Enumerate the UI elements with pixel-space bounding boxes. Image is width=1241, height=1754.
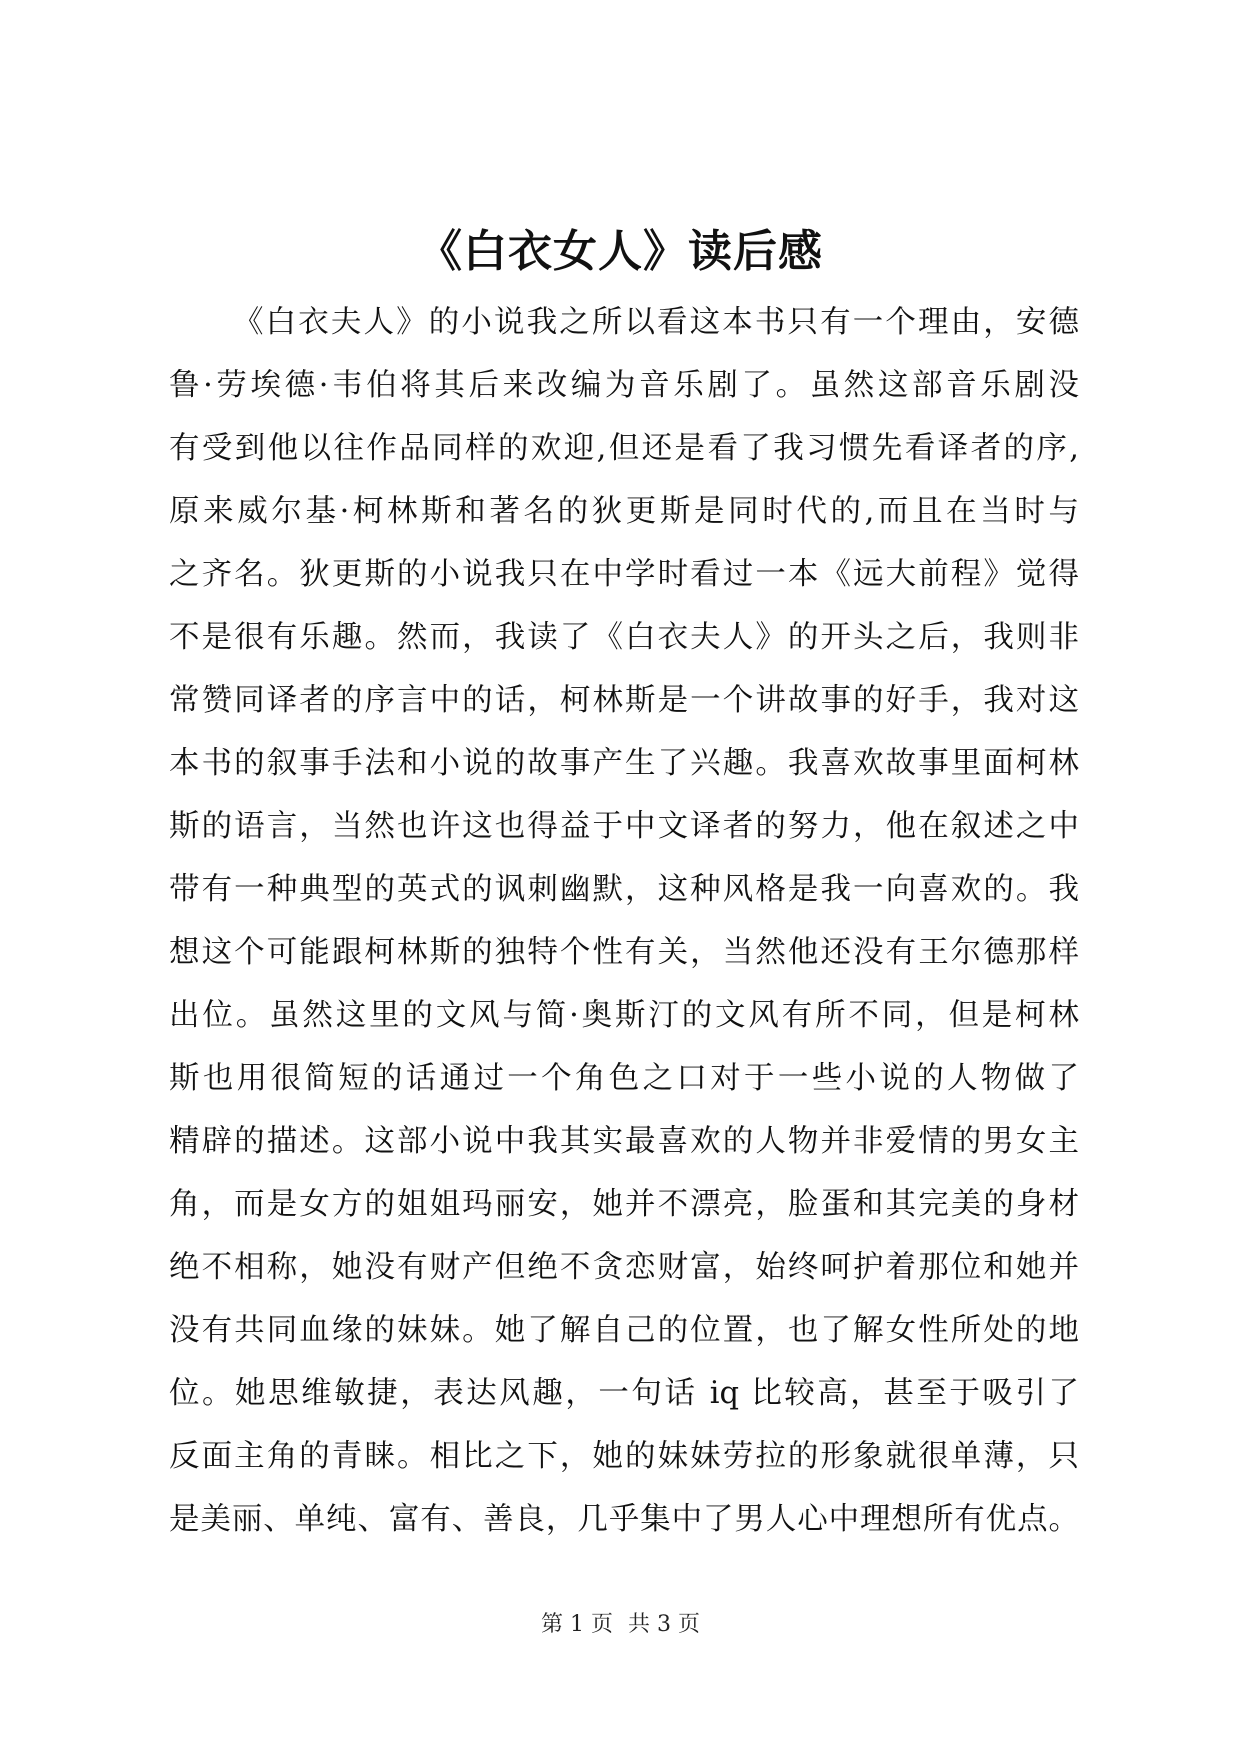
body-line: 反面主角的青睐。相比之下，她的妹妹劳拉的形象就很单薄，只 xyxy=(169,1439,1079,1474)
body-line: 原来威尔基·柯林斯和著名的狄更斯是同时代的,而且在当时与 xyxy=(169,494,1079,529)
body-line: 本书的叙事手法和小说的故事产生了兴趣。我喜欢故事里面柯林 xyxy=(169,746,1079,781)
body-line: 有受到他以往作品同样的欢迎,但还是看了我习惯先看译者的序, xyxy=(169,431,1079,466)
body-line: 出位。虽然这里的文风与简·奥斯汀的文风有所不同，但是柯林 xyxy=(169,998,1079,1033)
body-line: 精辟的描述。这部小说中我其实最喜欢的人物并非爱情的男女主 xyxy=(169,1124,1079,1159)
body-line: 角，而是女方的姐姐玛丽安，她并不漂亮，脸蛋和其完美的身材 xyxy=(169,1187,1079,1222)
page-number-current: 第 1 页 xyxy=(541,1612,613,1637)
body-line: 《白衣夫人》的小说我之所以看这本书只有一个理由，安德 xyxy=(233,305,1079,340)
body-line: 之齐名。狄更斯的小说我只在中学时看过一本《远大前程》觉得 xyxy=(169,557,1079,592)
page-footer xyxy=(0,1610,1241,1640)
body-line: 不是很有乐趣。然而，我读了《白衣夫人》的开头之后，我则非 xyxy=(169,620,1079,655)
document-title: 《白衣女人》读后感 xyxy=(418,226,823,277)
body-line: 鲁·劳埃德·韦伯将其后来改编为音乐剧了。虽然这部音乐剧没 xyxy=(169,368,1079,403)
body-line: 常赞同译者的序言中的话，柯林斯是一个讲故事的好手，我对这 xyxy=(169,683,1079,718)
body-line: 斯的语言，当然也许这也得益于中文译者的努力，他在叙述之中 xyxy=(169,809,1079,844)
body-line: 带有一种典型的英式的讽刺幽默，这种风格是我一向喜欢的。我 xyxy=(169,872,1079,907)
body-line: 绝不相称，她没有财产但绝不贪恋财富，始终呵护着那位和她并 xyxy=(169,1250,1079,1285)
document-body xyxy=(169,291,1079,1551)
body-line: 是美丽、单纯、富有、善良，几乎集中了男人心中理想所有优点。 xyxy=(169,1502,1079,1537)
body-line: 想这个可能跟柯林斯的独特个性有关，当然他还没有王尔德那样 xyxy=(169,935,1079,970)
body-line: 没有共同血缘的妹妹。她了解自己的位置，也了解女性所处的地 xyxy=(169,1313,1079,1348)
body-line: 斯也用很简短的话通过一个角色之口对于一些小说的人物做了 xyxy=(169,1061,1079,1096)
body-line: 位。她思维敏捷，表达风趣，一句话 iq 比较高，甚至于吸引了 xyxy=(169,1376,1079,1411)
page-number-total: 共 3 页 xyxy=(628,1612,700,1637)
